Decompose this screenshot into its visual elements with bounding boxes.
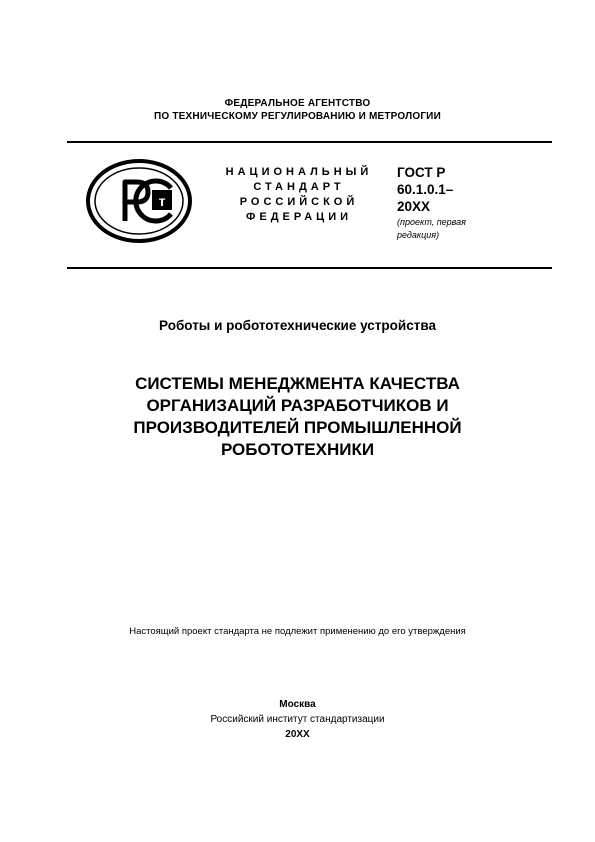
- gost-status-line-2: редакция): [397, 230, 440, 240]
- standard-type-line-4: ФЕДЕРАЦИИ: [245, 211, 353, 223]
- publication-footer: [0, 697, 595, 742]
- gost-line-3: 20XX: [397, 199, 431, 214]
- standard-type-line-3: РОССИЙСКОЙ: [239, 196, 359, 208]
- title-line-1: СИСТЕМЫ МЕНЕДЖМЕНТА КАЧЕСТВА: [135, 374, 460, 393]
- gost-line-2: 60.1.0.1–: [397, 182, 454, 197]
- title-line-4: РОБОТОТЕХНИКИ: [220, 440, 375, 459]
- gost-designation: [397, 164, 547, 241]
- subject-heading: Роботы и робототехнические устройства: [159, 318, 436, 333]
- footer-city: Москва: [279, 699, 316, 710]
- agency-line-1: ФЕДЕРАЛЬНОЕ АГЕНТСТВО: [224, 98, 371, 109]
- standard-type: [208, 165, 390, 225]
- standard-type-line-1: НАЦИОНАЛЬНЫЙ: [225, 166, 373, 178]
- draft-notice: Настоящий проект стандарта не подлежит применению до его утверждения: [129, 626, 466, 637]
- svg-text:т: т: [158, 193, 166, 209]
- title-line-3: ПРОИЗВОДИТЕЛЕЙ ПРОМЫШЛЕННОЙ: [133, 418, 462, 437]
- document-title: [0, 373, 595, 461]
- top-divider: [67, 141, 552, 143]
- gost-status-line-1: (проект, первая: [397, 217, 466, 227]
- agency-line-2: ПО ТЕХНИЧЕСКОМУ РЕГУЛИРОВАНИЮ И МЕТРОЛОГИИ: [154, 111, 441, 122]
- gost-line-1: ГОСТ Р: [397, 165, 446, 180]
- agency-header: [0, 97, 595, 123]
- title-line-2: ОРГАНИЗАЦИЙ РАЗРАБОТЧИКОВ И: [146, 396, 449, 415]
- footer-year: 20XX: [285, 729, 310, 740]
- standard-type-line-2: СТАНДАРТ: [253, 181, 345, 193]
- footer-institute: Российский институт стандартизации: [210, 714, 385, 725]
- rst-mark-icon: [85, 158, 193, 244]
- bottom-divider: [67, 267, 552, 269]
